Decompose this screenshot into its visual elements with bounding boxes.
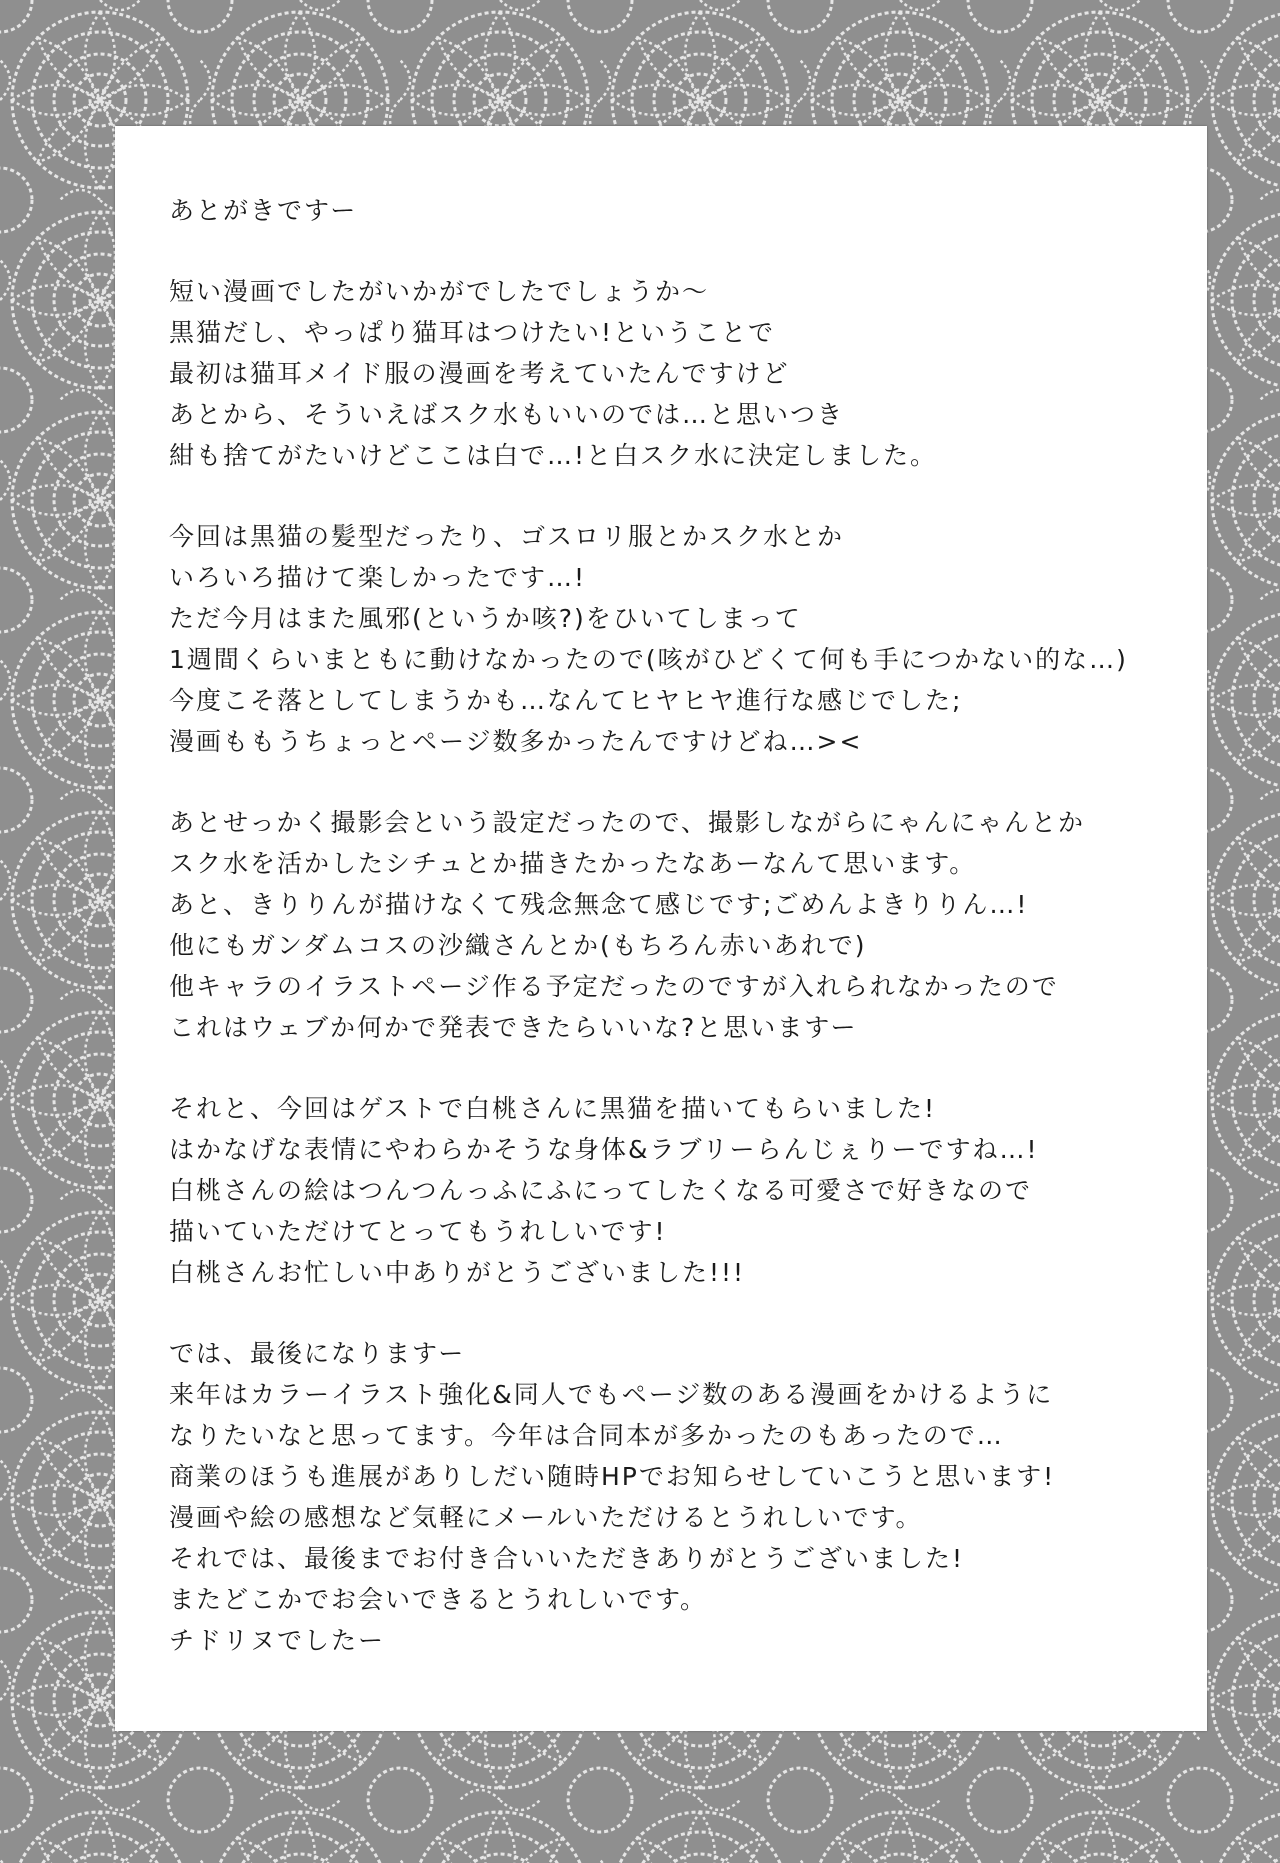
paragraph xyxy=(169,802,1169,1048)
text-line: 1週間くらいまともに動けなかったので(咳がひどくて何も手につかない的な…) xyxy=(169,645,1128,674)
text-line: 来年はカラーイラスト強化&同人でもページ数のある漫画をかけるように xyxy=(169,1380,1054,1409)
text-line: それと、今回はゲストで白桃さんに黒猫を描いてもらいました! xyxy=(169,1094,937,1123)
text-line: 今度こそ落としてしまうかも…なんてヒヤヒヤ進行な感じでした; xyxy=(169,686,963,715)
text-line: 他にもガンダムコスの沙織さんとか(もちろん赤いあれで) xyxy=(169,931,867,960)
text-line: 今回は黒猫の髪型だったり、ゴスロリ服とかスク水とか xyxy=(169,522,845,551)
text-line: あと、きりりんが描けなくて残念無念て感じです;ごめんよきりりん…! xyxy=(169,890,1029,919)
text-line: 紺も捨てがたいけどここは白で…!と白スク水に決定しました。 xyxy=(169,441,938,470)
paragraph xyxy=(169,516,1169,762)
paragraph xyxy=(169,271,1169,476)
text-line: では、最後になりますー xyxy=(169,1339,466,1368)
text-line: 描いていただけてとってもうれしいです! xyxy=(169,1217,667,1246)
text-line: あとせっかく撮影会という設定だったので、撮影しながらにゃんにゃんとか xyxy=(169,808,1086,837)
text-line: 白桃さんの絵はつんつんっふにふにってしたくなる可愛さで好きなので xyxy=(169,1176,1033,1205)
paragraph xyxy=(169,1333,1169,1661)
text-line: 黒猫だし、やっぱり猫耳はつけたい!ということで xyxy=(169,318,776,347)
text-line: 漫画ももうちょっとページ数多かったんですけどね…>< xyxy=(169,727,863,756)
paragraph xyxy=(169,1088,1169,1293)
text-line: それでは、最後までお付き合いいただきありがとうございました! xyxy=(169,1544,965,1573)
text-line: あとがきですー xyxy=(169,196,358,225)
text-line: またどこかでお会いできるとうれしいです。 xyxy=(169,1585,708,1614)
text-line: スク水を活かしたシチュとか描きたかったなあーなんて思います。 xyxy=(169,849,977,878)
text-line: 他キャラのイラストページ作る予定だったのですが入れられなかったので xyxy=(169,972,1059,1001)
paper-page xyxy=(115,126,1207,1731)
afterword-text xyxy=(169,190,1169,1701)
text-line: はかなげな表情にやわらかそうな身体&ラブリーらんじぇりーですね…! xyxy=(169,1135,1039,1164)
text-line: なりたいなと思ってます。今年は合同本が多かったのもあったので… xyxy=(169,1421,1004,1450)
paragraph xyxy=(169,190,1169,231)
text-line: あとから、そういえばスク水もいいのでは…と思いつき xyxy=(169,400,845,429)
text-line: ただ今月はまた風邪(というか咳?)をひいてしまって xyxy=(169,604,802,633)
text-line: 短い漫画でしたがいかがでしたでしょうか～ xyxy=(169,277,710,306)
text-line: 漫画や絵の感想など気軽にメールいただけるとうれしいです。 xyxy=(169,1503,923,1532)
text-line: 白桃さんお忙しい中ありがとうございました!!! xyxy=(169,1258,746,1287)
text-line: 最初は猫耳メイド服の漫画を考えていたんですけど xyxy=(169,359,790,388)
text-line: これはウェブか何かで発表できたらいいな?と思いますー xyxy=(169,1013,858,1042)
text-line: チドリヌでしたー xyxy=(169,1626,386,1655)
text-line: 商業のほうも進展がありしだい随時HPでお知らせしていこうと思います! xyxy=(169,1462,1056,1491)
text-line: いろいろ描けて楽しかったです…! xyxy=(169,563,587,592)
